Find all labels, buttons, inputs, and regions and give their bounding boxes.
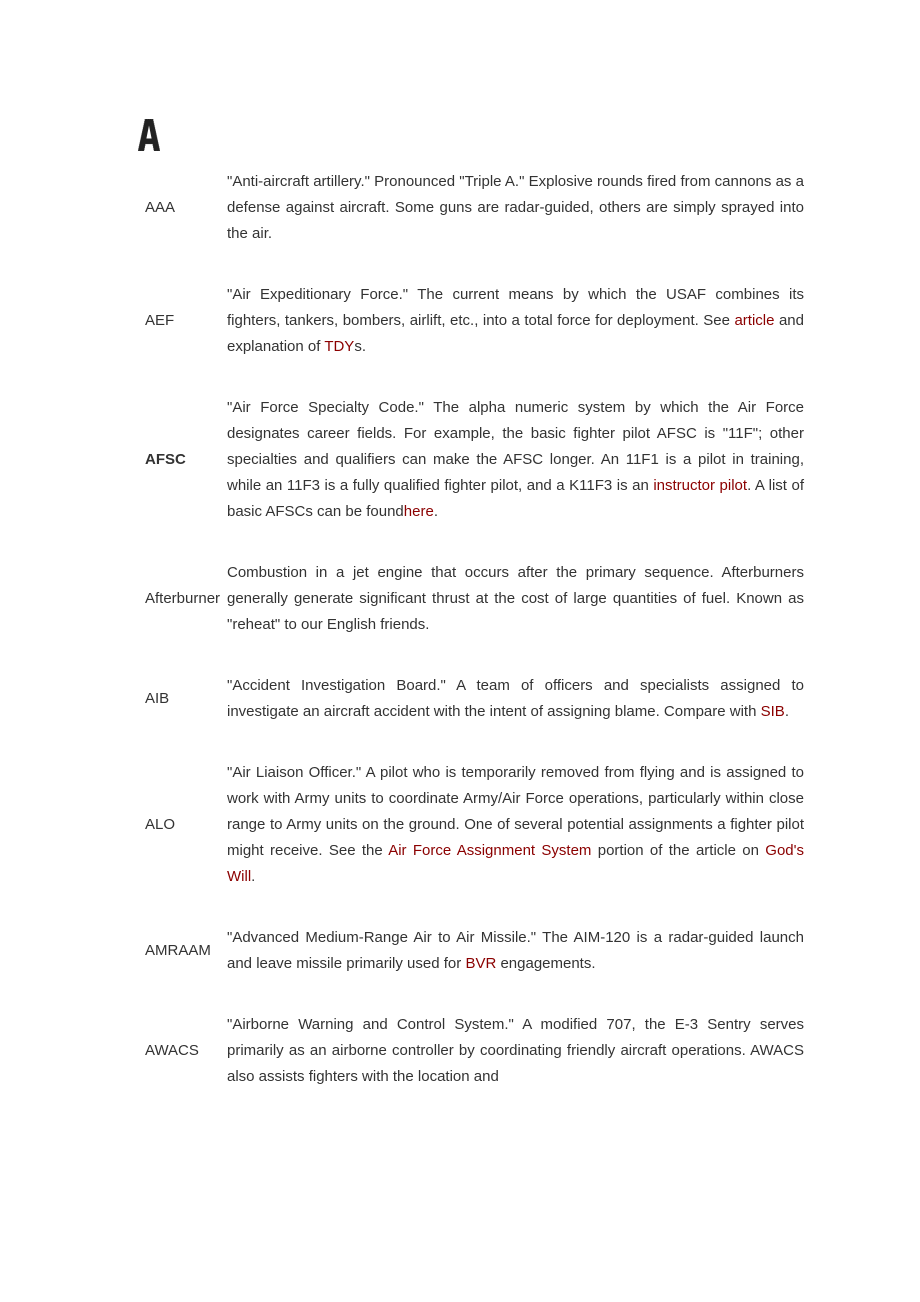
glossary-definition bbox=[227, 925, 804, 977]
glossary-term: AEF bbox=[145, 312, 175, 329]
glossary-entry bbox=[145, 925, 805, 977]
glossary-term: Afterburner bbox=[145, 590, 221, 607]
glossary-link[interactable]: BVR bbox=[465, 955, 497, 972]
definition-text: "Airborne Warning and Control System." A modified 707, the E-3 Sentry serves primarily as an airborne controller by coordinating friendly aircraft operations. AWACS also assists fighters with the location and bbox=[227, 1016, 804, 1085]
definition-text: Combustion in a jet engine that occurs after the primary sequence. Afterburners generally generate significant thrust at the cost of large quantities of fuel. Known as "reheat" to our English friends. bbox=[227, 564, 804, 633]
glossary-link[interactable]: TDY bbox=[324, 338, 355, 355]
glossary-definition bbox=[227, 395, 804, 525]
definition-text: s. bbox=[354, 338, 366, 355]
glossary-definition bbox=[227, 1012, 804, 1090]
entry-spacer bbox=[145, 360, 805, 395]
glossary-definition bbox=[227, 673, 804, 725]
glossary-entry bbox=[145, 760, 805, 890]
definition-text: "Air Expeditionary Force." The current means by which the USAF combines its fighters, tankers, bombers, airlift, etc., into a total force for deployment. See bbox=[227, 286, 804, 329]
glossary-term: AAA bbox=[145, 199, 176, 216]
entry-spacer bbox=[145, 725, 805, 760]
entry-spacer bbox=[145, 890, 805, 925]
glossary-link[interactable]: God's Will bbox=[227, 842, 804, 885]
definition-text: engagements. bbox=[496, 955, 596, 972]
definition-text: and explanation of bbox=[227, 312, 804, 355]
definition-text: "Anti-aircraft artillery." Pronounced "Triple A." Explosive rounds fired from cannons as a defense against aircraft. Some guns are radar-guided, others are simply sprayed into the air. bbox=[227, 173, 804, 242]
definition-text: . bbox=[784, 703, 789, 720]
glossary-entry bbox=[145, 673, 805, 725]
definition-text: "Air Liaison Officer." A pilot who is temporarily removed from flying and is assigned to work with Army units to coordinate Army/Air Force operations, particularly within close range to Army units on the ground. One of several potential assignments a fighter pilot might receive. See the bbox=[227, 764, 804, 859]
glossary-definition bbox=[227, 560, 804, 638]
glossary-definition bbox=[227, 282, 804, 360]
entry-spacer bbox=[145, 525, 805, 560]
glossary-entry bbox=[145, 169, 805, 247]
definition-text: "Air Force Specialty Code." The alpha numeric system by which the Air Force designates career fields. For example, the basic fighter pilot AFSC is "11F"; other specialties and qualifiers can make the AFSC longer. An 11F1 is a pilot in training, while an 11F3 is a fully qualified fighter pilot, and a K11F3 is an bbox=[227, 399, 804, 494]
glossary-definition bbox=[227, 760, 804, 890]
section-letter-a-glyph bbox=[138, 119, 160, 151]
glossary-entry bbox=[145, 560, 805, 638]
entry-spacer bbox=[145, 247, 805, 282]
glossary-term: ALO bbox=[145, 816, 176, 833]
glossary-link[interactable]: instructor pilot bbox=[653, 477, 748, 494]
section-letter-a bbox=[138, 119, 160, 151]
section-letter-label bbox=[138, 151, 139, 152]
definition-text: . bbox=[433, 503, 438, 520]
definition-text: . bbox=[251, 868, 256, 885]
glossary-link[interactable]: SIB bbox=[760, 703, 785, 720]
definition-text: "Accident Investigation Board." A team of officers and specialists assigned to investigate an aircraft accident with the intent of assigning blame. Compare with bbox=[227, 677, 804, 720]
glossary-definition bbox=[227, 169, 804, 247]
entry-spacer bbox=[145, 638, 805, 673]
glossary-link[interactable]: here bbox=[403, 503, 434, 520]
definition-text: "Advanced Medium-Range Air to Air Missile." The AIM-120 is a radar-guided launch and leave missile primarily used for bbox=[227, 929, 804, 972]
glossary-term: AIB bbox=[145, 690, 170, 707]
definition-text: . A list of basic AFSCs can be found bbox=[227, 477, 804, 520]
glossary-term: AFSC bbox=[145, 451, 186, 468]
definition-text: portion of the article on bbox=[591, 842, 766, 859]
glossary-entry bbox=[145, 395, 805, 525]
glossary-term: AMRAAM bbox=[145, 942, 211, 959]
glossary-link[interactable]: Air Force Assignment System bbox=[388, 842, 592, 859]
glossary-entry bbox=[145, 1012, 805, 1090]
entry-spacer bbox=[145, 977, 805, 1012]
glossary-term: AWACS bbox=[145, 1042, 199, 1059]
glossary-link[interactable]: article bbox=[734, 312, 775, 329]
glossary-list bbox=[145, 169, 805, 1090]
glossary-entry bbox=[145, 282, 805, 360]
